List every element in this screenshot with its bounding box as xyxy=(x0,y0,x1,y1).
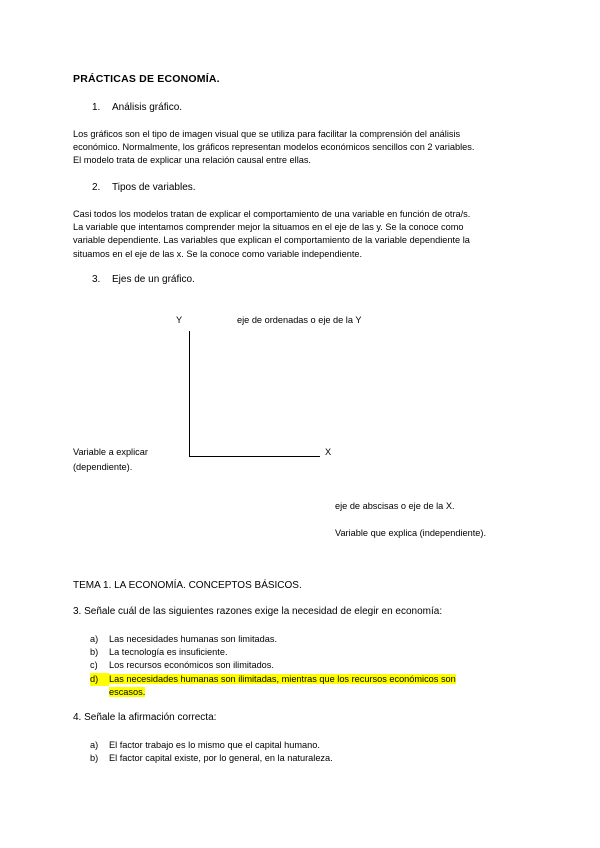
option-text: Los recursos económicos son ilimitados. xyxy=(109,660,274,670)
paragraph-line: El modelo trata de explicar una relación causal entre ellas. xyxy=(73,155,311,166)
section-number: 1. xyxy=(92,102,101,113)
option-a xyxy=(90,633,277,646)
y-axis-line xyxy=(189,331,190,457)
x-axis-letter: X xyxy=(325,447,332,457)
section-1-paragraph xyxy=(73,128,474,168)
option-letter: a) xyxy=(90,634,99,644)
option-text: El factor trabajo es lo mismo que el capital humano. xyxy=(109,740,320,750)
y-axis-description: eje de ordenadas o eje de la Y xyxy=(237,315,362,325)
section-title: Ejes de un gráfico. xyxy=(112,274,195,285)
option-d-continuation xyxy=(109,686,145,699)
x-axis-description: eje de abscisas o eje de la X. xyxy=(335,501,455,511)
option-c xyxy=(90,659,274,672)
dependent-variable-label: Variable a explicar xyxy=(73,447,148,457)
paragraph-line: variable dependiente. Las variables que explican el comportamiento de la variable dependiente la xyxy=(73,235,470,246)
option-letter: d) xyxy=(90,673,109,686)
option-text: Las necesidades humanas son ilimitadas, mientras que los recursos económicos son xyxy=(109,674,456,684)
question-3: 3. Señale cuál de las siguientes razones exige la necesidad de elegir en economía: xyxy=(73,606,443,617)
section-1-heading xyxy=(92,102,182,113)
paragraph-line: situamos en el eje de las x. Se la conoce como variable independiente. xyxy=(73,248,363,259)
document-title: PRÁCTICAS DE ECONOMÍA. xyxy=(73,73,220,85)
option-d-highlighted xyxy=(90,673,456,686)
section-number: 2. xyxy=(92,182,101,193)
option-text: La tecnología es insuficiente. xyxy=(109,647,228,657)
section-title: Análisis gráfico. xyxy=(112,102,183,113)
option-letter: c) xyxy=(90,660,98,670)
independent-variable-label: Variable que explica (independiente). xyxy=(335,528,487,538)
section-2-paragraph xyxy=(73,208,470,261)
option-letter: b) xyxy=(90,753,99,763)
option-text: Las necesidades humanas son limitadas. xyxy=(109,634,278,644)
dependent-variable-note: (dependiente). xyxy=(73,462,133,472)
section-2-heading xyxy=(92,182,196,193)
section-number: 3. xyxy=(92,274,101,285)
option-b xyxy=(90,752,333,765)
tema-heading: TEMA 1. LA ECONOMÍA. CONCEPTOS BÁSICOS. xyxy=(73,580,302,591)
section-title: Tipos de variables. xyxy=(112,182,196,193)
option-letter: a) xyxy=(90,740,99,750)
section-3-heading xyxy=(92,274,195,285)
option-b xyxy=(90,646,228,659)
option-letter: b) xyxy=(90,647,99,657)
x-axis-line xyxy=(189,456,320,457)
paragraph-line: La variable que intentamos comprender mejor la situamos en el eje de las y. Se la conoce como xyxy=(73,222,464,233)
question-4: 4. Señale la afirmación correcta: xyxy=(73,712,217,723)
option-text-continuation: escasos. xyxy=(109,687,146,697)
y-axis-letter: Y xyxy=(176,315,183,325)
option-text: El factor capital existe, por lo general, en la naturaleza. xyxy=(109,753,333,763)
paragraph-line: Los gráficos son el tipo de imagen visual que se utiliza para facilitar la comprensión del análisis xyxy=(73,129,461,139)
option-a xyxy=(90,739,320,752)
paragraph-line: económico. Normalmente, los gráficos representan modelos económicos sencillos con 2 variables. xyxy=(73,142,475,153)
paragraph-line: Casi todos los modelos tratan de explicar el comportamiento de una variable en función de otra/s. xyxy=(73,209,471,219)
